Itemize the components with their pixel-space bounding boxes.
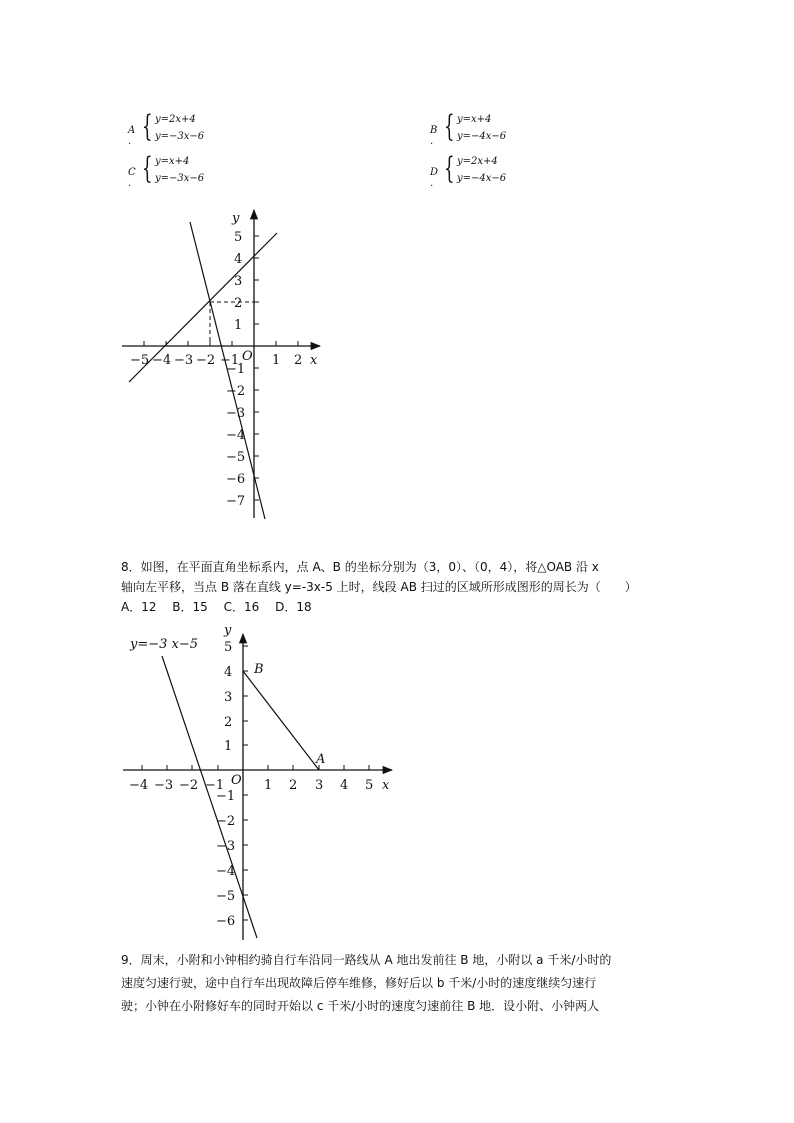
x-tick-label: 4 (340, 778, 349, 793)
x-tick-label: 1 (272, 353, 281, 368)
y-tick-label: −4 (216, 864, 236, 879)
question-9-line-1: 9．周末，小附和小钟相约骑自行车沿同一路线从 A 地出发前往 B 地，小附以 a 千米/小时的 (121, 953, 612, 967)
y-tick-label: −6 (226, 472, 246, 487)
point-b-label: B (254, 662, 264, 677)
y-tick-label: −1 (226, 362, 246, 377)
option-letter: A . (128, 125, 136, 147)
y-tick-label: 4 (224, 665, 233, 680)
x-tick-label: −2 (179, 778, 199, 793)
x-axis-label: x (310, 353, 318, 368)
y-tick-label: 5 (224, 640, 233, 655)
equation: y=x+4 (155, 156, 190, 167)
question-9-line-3: 驶；小钟在小附修好车的同时开始以 c 千米/小时的速度匀速前往 B 地．设小附、小钟两人 (121, 999, 600, 1013)
origin-label: O (242, 349, 253, 364)
option-letter: D . (430, 167, 439, 189)
y-tick-label: −7 (226, 494, 246, 509)
question-9-line-2: 速度匀速行驶，途中自行车出现故障后停车维修，修好后以 b 千米/小时的速度继续匀速行 (121, 976, 597, 990)
equation: y=−3x−6 (155, 173, 205, 184)
y-tick-label: −5 (216, 889, 236, 904)
y-axis-label: y (232, 211, 240, 226)
brace: { (142, 109, 153, 144)
y-axis-label: y (224, 623, 232, 638)
x-tick-label: −2 (196, 353, 216, 368)
y-tick-label: −4 (226, 428, 246, 443)
y-tick-label: −2 (226, 384, 246, 399)
y-tick-label: 4 (234, 252, 243, 267)
x-tick-label: −5 (130, 353, 150, 368)
y-tick-label: −6 (216, 914, 236, 929)
y-tick-label: −2 (216, 814, 236, 829)
equation: y=2x+4 (155, 114, 196, 125)
segment-ab (243, 671, 319, 770)
y-tick-label: 2 (224, 715, 233, 730)
y-tick-label: −3 (216, 839, 236, 854)
x-tick-label: −3 (154, 778, 174, 793)
equation: y=−4x−6 (457, 131, 507, 142)
x-tick-label: 1 (264, 778, 273, 793)
x-tick-label: −4 (129, 778, 149, 793)
brace: { (444, 109, 455, 144)
x-tick-label: 3 (315, 778, 324, 793)
y-tick-label: −5 (226, 450, 246, 465)
brace: { (444, 151, 455, 186)
x-tick-label: −1 (205, 778, 225, 793)
y-tick-label: −3 (226, 406, 246, 421)
x-tick-label: −1 (220, 353, 240, 368)
question-8-line-2: 轴向左平移，当点 B 落在直线 y=-3x-5 上时，线段 AB 扫过的区域所形成图形的周长为（ ） (121, 580, 637, 594)
question-8-choices[interactable]: A．12 B．15 C．16 D．18 (121, 600, 312, 614)
x-tick-label: 5 (365, 778, 374, 793)
question-8-line-1: 8．如图，在平面直角坐标系内，点 A、B 的坐标分别为（3，0）、（0，4），将△OAB 沿 x (121, 560, 599, 574)
equation: y=x+4 (457, 114, 492, 125)
y-tick-label: −1 (216, 789, 236, 804)
y-tick-label: 3 (224, 690, 233, 705)
y-tick-label: 2 (234, 296, 243, 311)
x-axis-label: x (382, 778, 390, 793)
y-tick-label: 1 (234, 318, 243, 333)
x-tick-label: 2 (289, 778, 298, 793)
x-tick-label: 2 (294, 353, 303, 368)
x-tick-label: −4 (152, 353, 172, 368)
y-tick-label: 1 (224, 739, 233, 754)
line-equation-label: y=−3 x−5 (130, 637, 199, 652)
origin-label: O (231, 773, 242, 788)
equation: y=−3x−6 (155, 131, 205, 142)
option-letter: B . (430, 125, 438, 147)
brace: { (142, 151, 153, 186)
equation: y=2x+4 (457, 156, 498, 167)
y-tick-label: 3 (234, 274, 243, 289)
x-tick-label: −3 (174, 353, 194, 368)
equation: y=−4x−6 (457, 173, 507, 184)
point-a-label: A (316, 752, 326, 767)
option-letter: C . (128, 167, 136, 189)
y-tick-label: 5 (234, 230, 243, 245)
